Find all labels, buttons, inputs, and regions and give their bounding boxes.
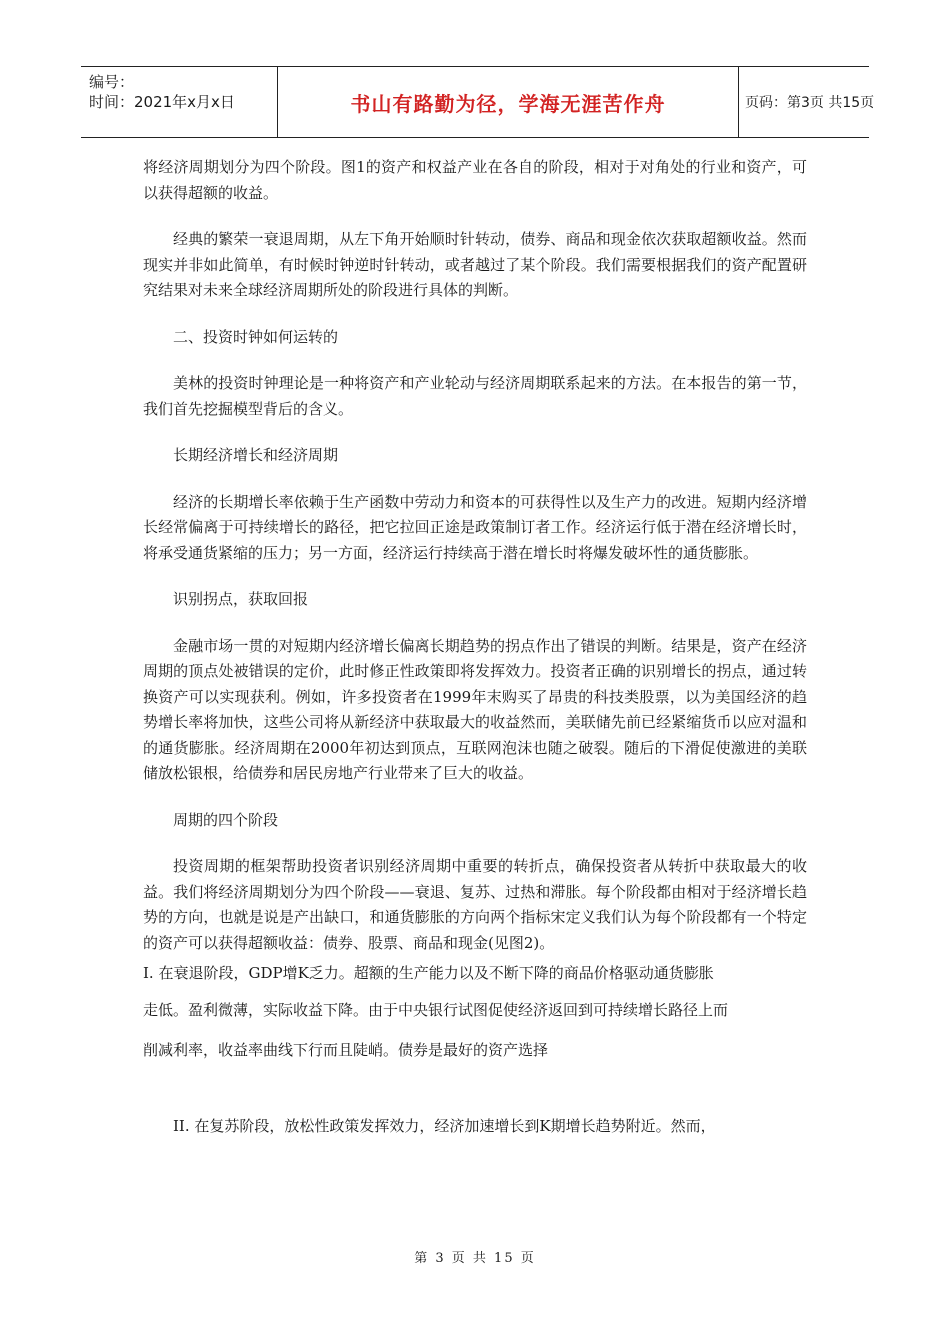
header-motto-cell bbox=[278, 67, 739, 137]
page-footer: 第 3 页 共 15 页 bbox=[414, 1251, 536, 1266]
header-page-cell bbox=[739, 67, 875, 137]
phase-item-recession-cont: 走低。盈利微薄，实际收益下降。由于中央银行试图促使经济返回到可持续增长路径上而 bbox=[143, 1001, 729, 1019]
subsection-heading: 识别拐点，获取回报 bbox=[173, 590, 309, 608]
paragraph: 投资周期的框架帮助投资者识别经济周期中重要的转折点，确保投资者从转折中获取最大的收益。我们将经济周期划分为四个阶段——衰退、复苏、过热和滞胀。每个阶段都由相对于经济增长趋势的方向，也就是说是产出缺口，和通货膨胀的方向两个指标宋定义我们认为每个阶段都有一个特定的资产可以获得超额收益：债券、股票、商品和现金(见图2)。 bbox=[143, 857, 807, 952]
paragraph: 美林的投资时钟理论是一种将资产和产业轮动与经济周期联系起来的方法。在本报告的第一节，我们首先挖掘模型背后的含义。 bbox=[143, 374, 807, 418]
phase-item-recession: I. 在衰退阶段，GDP增K乏力。超额的生产能力以及不断下降的商品价格驱动通货膨胀 bbox=[143, 964, 714, 982]
subsection-heading: 周期的四个阶段 bbox=[173, 810, 279, 829]
paragraph: 金融市场一贯的对短期内经济增长偏离长期趋势的拐点作出了错误的判断。结果是，资产在经济周期的顶点处被错误的定价，此时修正性政策即将发挥效力。投资者正确的识别增长的拐点，通过转换资产可以实现获利。例如，许多投资者在1999年末购买了昂贵的科技类股票，以为美国经济的趋势增长率将加快，这些公司将从新经济中获取最大的收益然而，美联储先前已经紧缩货币以应对温和的通货膨胀。经济周期在2000年初达到顶点，互联网泡沫也随之破裂。随后的下滑促使激进的美联储放松银根，给债券和居民房地产行业带来了巨大的收益。 bbox=[143, 636, 807, 782]
phase-item-recovery: II. 在复苏阶段，放松性政策发挥效力，经济加速增长到K期增长趋势附近。然而， bbox=[173, 1117, 716, 1135]
paragraph: 经典的繁荣一衰退周期，从左下角开始顺时针转动，债券、商品和现金依次获取超额收益。然而现实并非如此简单，有时候时钟逆时针转动，或者越过了某个阶段。我们需要根据我们的资产配置研究结果对未来全球经济周期所处的阶段进行具体的判断。 bbox=[143, 230, 807, 299]
document-body bbox=[143, 155, 807, 1146]
header-meta-cell bbox=[81, 67, 278, 137]
section-heading: 二、投资时钟如何运转的 bbox=[173, 327, 339, 346]
header-motto: 书山有路勤为径，学海无涯苦作舟 bbox=[350, 91, 666, 116]
paragraph: 经济的长期增长率依赖于生产函数中劳动力和资本的可获得性以及生产力的改进。短期内经济增长经常偏离于可持续增长的路径，把它拉回正途是政策制订者工作。经济运行低于潜在经济增长时，将承受通货紧缩的压力；另一方面，经济运行持续高于潜在增长时将爆发破坏性的通货膨胀。 bbox=[143, 492, 807, 562]
phase-item-recession-cont: 削减利率，收益率曲线下行而且陡峭。债券是最好的资产选择 bbox=[143, 1041, 549, 1059]
page-header bbox=[81, 66, 875, 138]
header-page-info: 页码：第3页 共15页 bbox=[745, 95, 875, 111]
paragraph: 将经济周期划分为四个阶段。图1的资产和权益产业在各自的阶段，相对于对角处的行业和资产，可以获得超额的收益。 bbox=[143, 158, 807, 202]
document-number-label: 编号： bbox=[89, 73, 135, 91]
subsection-heading: 长期经济增长和经济周期 bbox=[173, 446, 339, 464]
document-date-label: 时间：2021年x月x日 bbox=[89, 93, 235, 111]
